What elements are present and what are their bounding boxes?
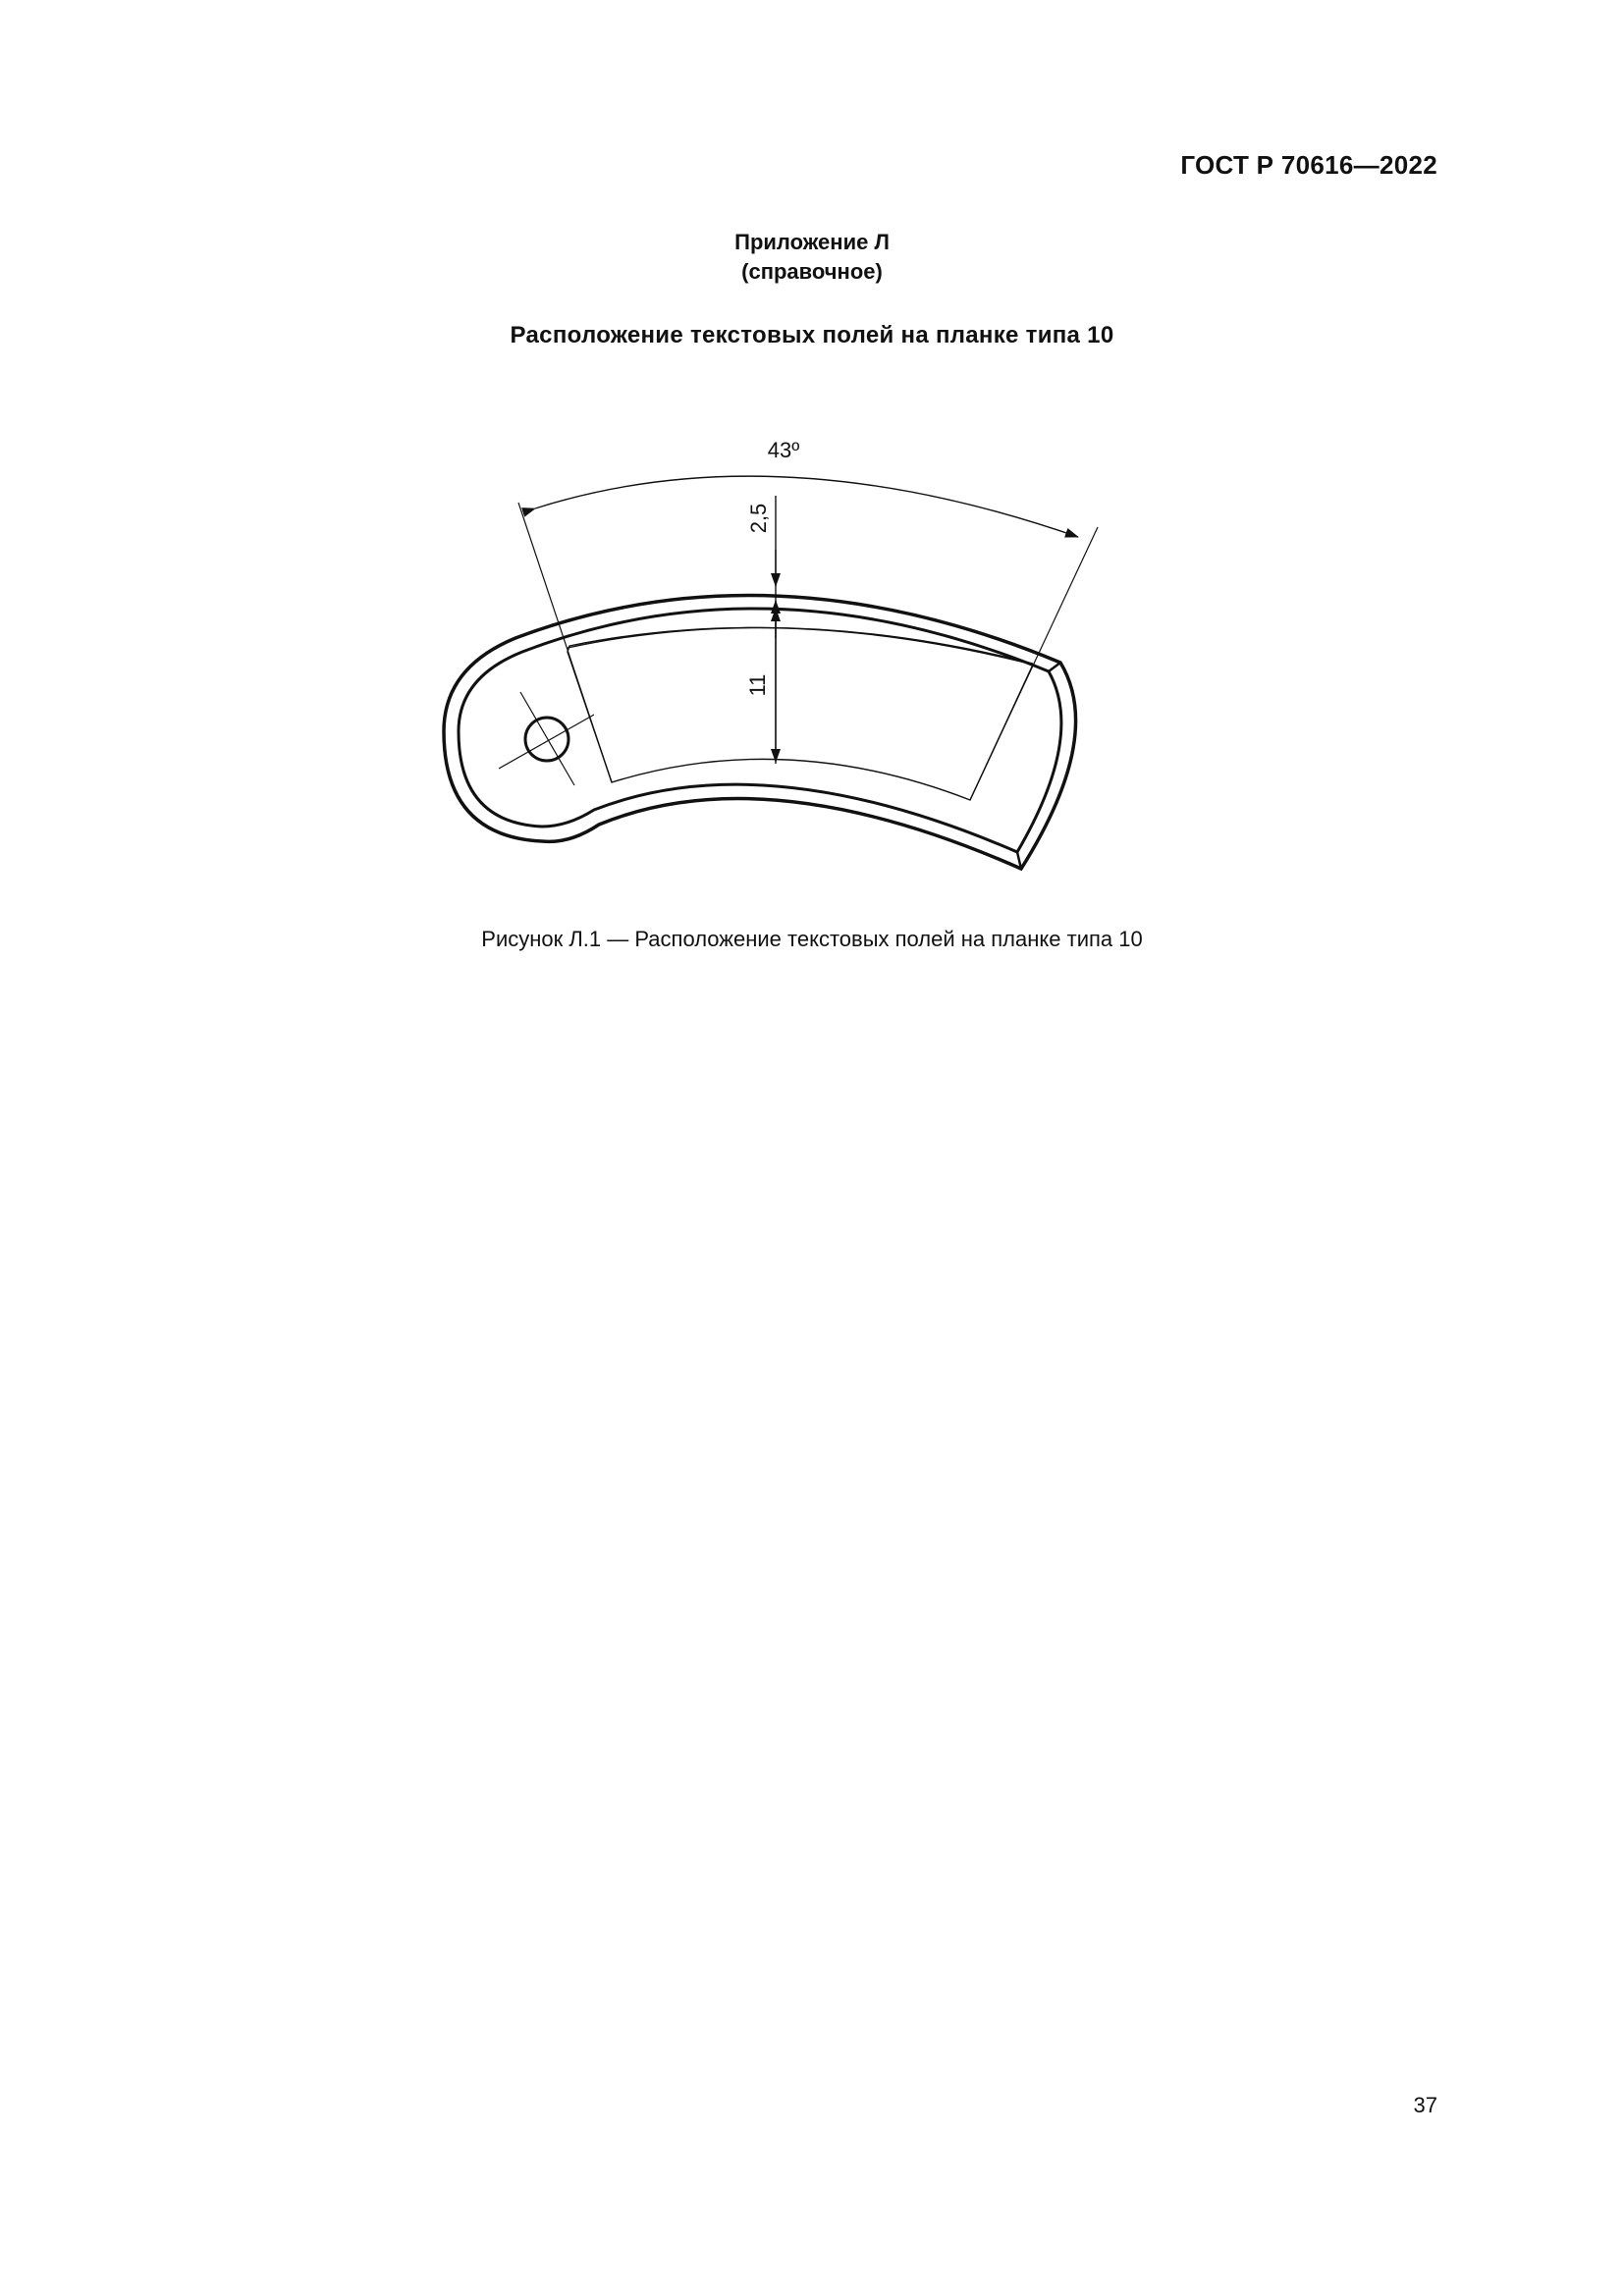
text-field-top-edge: [568, 627, 1033, 664]
angle-extension-right: [970, 527, 1098, 800]
mounting-hole: [525, 718, 568, 761]
section-title: Расположение текстовых полей на планке типа 10: [510, 322, 1114, 348]
figure-caption: Рисунок Л.1 — Расположение текстовых полей на планке типа 10: [481, 927, 1143, 951]
angle-label: 43º: [767, 438, 800, 462]
appendix-type: (справочное): [741, 259, 883, 284]
angle-dimension-arc: [535, 476, 1078, 537]
dim-top-label: 2,5: [746, 503, 771, 534]
document-code: ГОСТ Р 70616—2022: [1180, 150, 1437, 180]
appendix-title: Приложение Л: [734, 230, 890, 254]
plate-drawing: [0, 0, 1624, 982]
hole-centerline-b: [520, 692, 574, 785]
dim-height-label: 11: [745, 673, 770, 697]
text-field-outline: [568, 627, 1033, 800]
plate-inner-outline: [459, 609, 1061, 852]
page-number: 37: [1413, 2093, 1437, 2117]
chamfer-line: [1049, 663, 1060, 671]
